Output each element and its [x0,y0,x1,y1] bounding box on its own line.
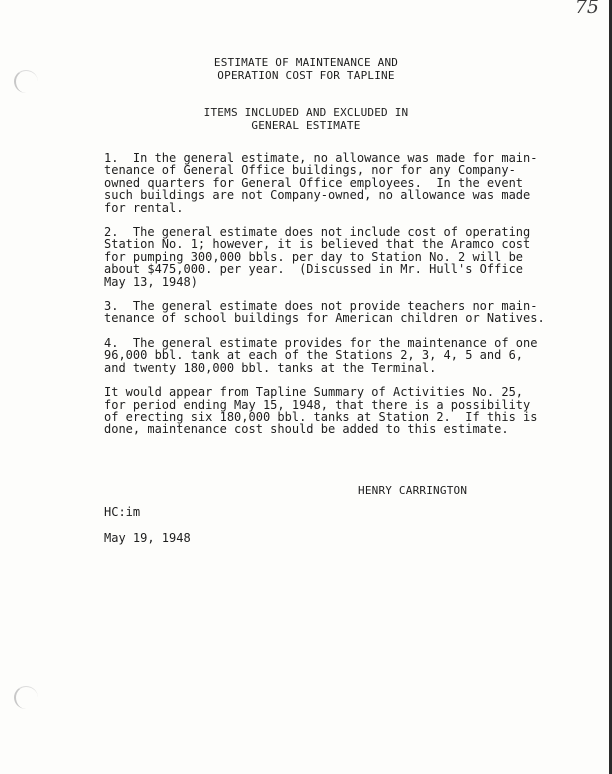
document-subtitle [0,106,612,132]
paragraph-line: It would appear from Tapline Summary of Activities No. 25, [104,385,524,400]
paragraph-2 [104,226,554,288]
typist-initials: HC:im [104,505,141,519]
paragraph-line: tenance of school buildings for American children or Natives. [104,311,545,326]
paragraph-line: Station No. 1; however, it is believed that the Aramco cost [104,237,531,252]
paragraph-line: for period ending May 15, 1948, that there is a possibility [104,397,531,412]
paragraph-5 [104,386,554,436]
subtitle-line: GENERAL ESTIMATE [251,119,361,132]
paragraph-line: of erecting six 180,000 bbl. tanks at Station 2. If this is [104,409,538,424]
signature-name: HENRY CARRINGTON [358,484,468,497]
paragraph-4 [104,337,554,374]
paragraph-line: 3. The general estimate does not provide teachers nor main- [104,299,538,314]
punch-hole-bottom [14,686,38,709]
paragraph-line: done, maintenance cost should be added to this estimate. [104,422,509,437]
title-line: ESTIMATE OF MAINTENANCE AND [213,56,399,69]
document-date: May 19, 1948 [104,531,191,545]
subtitle-line: ITEMS INCLUDED AND EXCLUDED IN [203,106,409,119]
title-line: OPERATION COST FOR TAPLINE [217,69,395,82]
paragraph-line: 1. In the general estimate, no allowance was made for main- [104,151,538,165]
paragraph-line: for rental. [104,200,184,215]
document-title [0,56,612,82]
paragraph-line: 2. The general estimate does not include cost of operating [104,225,531,240]
page-number: 75 [574,0,599,18]
paragraph-line: such buildings are not Company-owned, no allowance was made [104,188,531,203]
body-text [104,152,554,448]
paragraph-line: 96,000 bbl. tank at each of the Stations 2, 3, 4, 5 and 6, [104,348,524,363]
paragraph-line: owned quarters for General Office employees. In the event [104,175,524,190]
paragraph-line: 4. The general estimate provides for the maintenance of one [104,335,538,350]
paragraph-1 [104,152,554,214]
paragraph-line: and twenty 180,000 bbl. tanks at the Terminal. [104,360,437,375]
paragraph-line: for pumping 300,000 bbls. per day to Station No. 2 will be [104,249,524,264]
paragraph-line: May 13, 1948) [104,274,198,289]
paragraph-3 [104,300,554,325]
paragraph-line: tenance of General Office buildings, nor for any Company- [104,163,516,178]
paragraph-line: about $475,000. per year. (Discussed in Mr. Hull's Office [104,262,524,277]
